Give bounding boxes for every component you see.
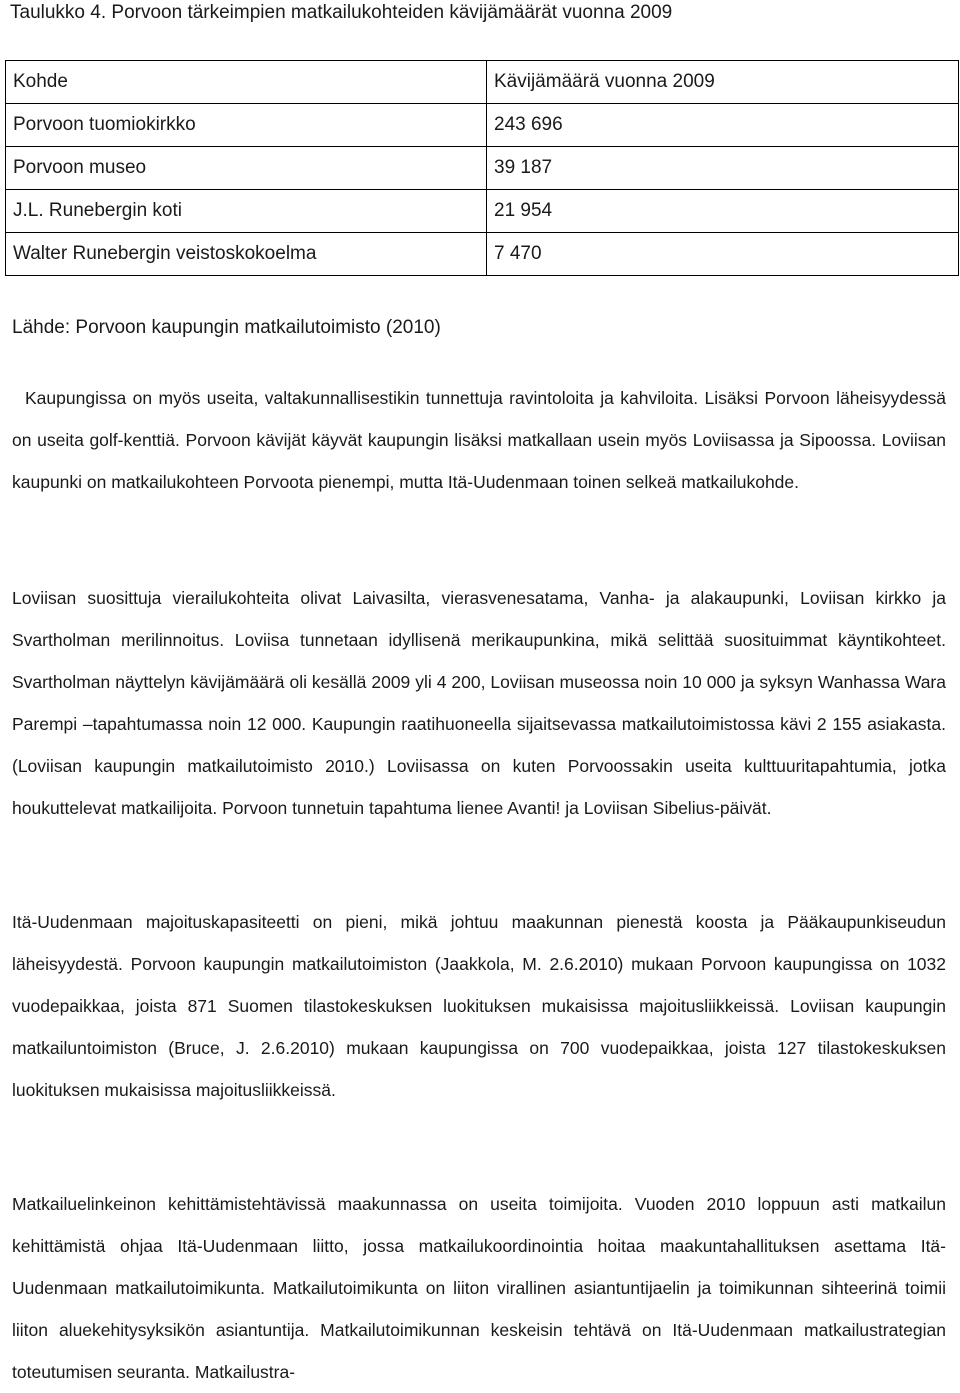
table-cell-visitors: 39 187 (487, 147, 959, 190)
table-cell-kohde: Porvoon museo (6, 147, 487, 190)
table-caption: Taulukko 4. Porvoon tärkeimpien matkailukohteiden kävijämäärät vuonna 2009 (10, 2, 673, 23)
table-cell-kohde: Porvoon tuomiokirkko (6, 104, 487, 147)
table-header-row (6, 61, 959, 104)
table-cell-kohde: J.L. Runebergin koti (6, 190, 487, 233)
paragraph-accommodation: Itä-Uudenmaan majoituskapasiteetti on pieni, mikä johtuu maakunnan pienestä koosta ja Pääkaupunkiseudun läheisyydestä. Porvoon kaupungin matkailutoimiston (Jaakkola, M. 2.6.2010) mukaan Porvoon kaupungissa on 1032 vuodepaikkaa, joista 871 Suomen tilastokeskuksen luokituksen mukaisissa majoitusliikkeissä. Loviisan kaupungin matkailuntoimiston (Bruce, J. 2.6.2010) mukaan kaupungissa on 700 vuodepaikkaa, joista 127 tilastokeskuksen luokituksen mukaisissa majoitusliikkeissä. (12, 912, 946, 1100)
table-header-cell: Kohde (6, 61, 487, 104)
table-row (6, 233, 959, 276)
visitor-table (5, 60, 959, 276)
table-source: Lähde: Porvoon kaupungin matkailutoimisto (2010) (12, 317, 441, 338)
paragraph-tourism-development: Matkailuelinkeinon kehittämistehtävissä maakunnassa on useita toimijoita. Vuoden 2010 loppuun asti matkailun kehittämistä ohjaa Itä-Uudenmaan liitto, jossa matkailukoordinointia hoitaa maakuntahallituksen asettama Itä-Uudenmaan matkailutoimikunta. Matkailutoimikunta on liiton virallinen asiantuntijaelin ja toimikunnan sihteerinä toimii liiton aluekehitysyksikön asiantuntija. Matkailutoimikunnan keskeisin tehtävä on Itä-Uudenmaan matkailustrategian toteutumisen seuranta. Matkailustra- (12, 1194, 946, 1382)
table-cell-visitors: 21 954 (487, 190, 959, 233)
table-row (6, 104, 959, 147)
table-cell-kohde: Walter Runebergin veistoskokoelma (6, 233, 487, 276)
paragraph-restaurants: Kaupungissa on myös useita, valtakunnallisestikin tunnettuja ravintoloita ja kahviloita. Lisäksi Porvoon läheisyydessä on useita golf-kenttiä. Porvoon kävijät käyvät kaupungin lisäksi matkallaan usein myös Loviisassa ja Sipoossa. Loviisan kaupunki on matkailukohteen Porvoota pienempi, mutta Itä-Uudenmaan toinen selkeä matkailukohde. (12, 388, 946, 492)
table-cell-visitors: 243 696 (487, 104, 959, 147)
table-row (6, 147, 959, 190)
table-cell-visitors: 7 470 (487, 233, 959, 276)
table-header-cell: Kävijämäärä vuonna 2009 (487, 61, 959, 104)
paragraph-loviisa-attractions: Loviisan suosittuja vierailukohteita olivat Laivasilta, vierasvenesatama, Vanha- ja alakaupunki, Loviisan kirkko ja Svartholman merilinnoitus. Loviisa tunnetaan idyllisenä merikaupunkina, mikä selittää suosituimmat käyntikohteet. Svartholman näyttelyn kävijämäärä oli kesällä 2009 yli 4 200, Loviisan museossa noin 10 000 ja syksyn Wanhassa Wara Parempi –tapahtumassa noin 12 000. Kaupungin raatihuoneella sijaitsevassa matkailutoimistossa kävi 2 155 asiakasta. (Loviisan kaupungin matkailutoimisto 2010.) Loviisassa on kuten Porvoossakin useita kulttuuritapahtumia, jotka houkuttelevat matkailijoita. Porvoon tunnetuin tapahtuma lienee Avanti! ja Loviisan Sibelius-päivät. (12, 588, 946, 818)
table-row (6, 190, 959, 233)
